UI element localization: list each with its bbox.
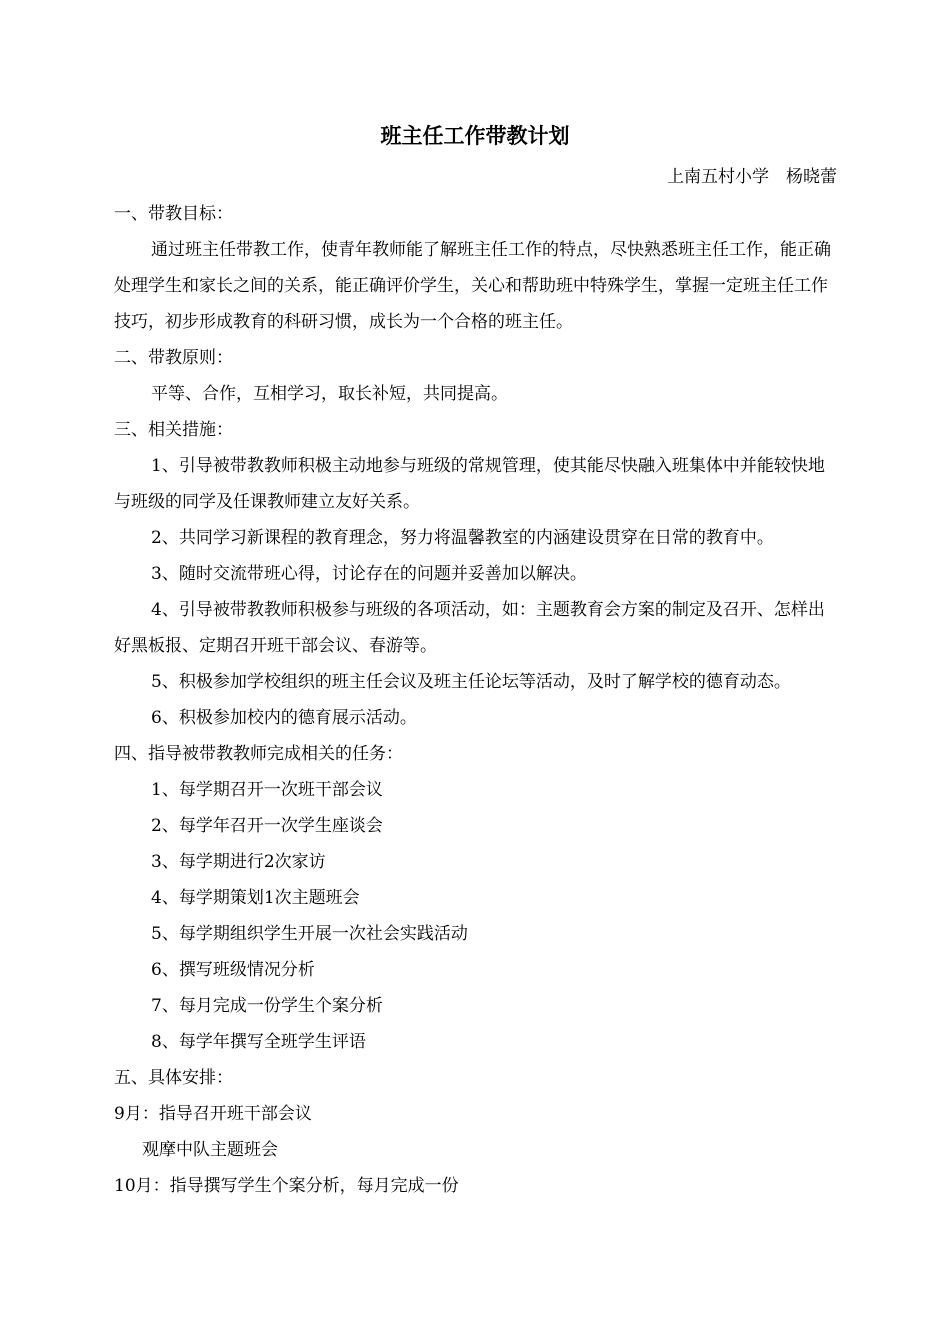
author-line: 上南五村小学 杨晓蕾 xyxy=(667,167,837,187)
principles-paragraph: 平等、合作，互相学习，取长补短，共同提高。 xyxy=(151,384,508,404)
task-item: 8、每学年撰写全班学生评语 xyxy=(151,1032,366,1052)
measure-item: 6、积极参加校内的德育展示活动。 xyxy=(151,708,417,728)
section-heading-tasks: 四、指导被带教教师完成相关的任务： xyxy=(114,744,403,764)
schedule-item: 10月：指导撰写学生个案分析，每月完成一份 xyxy=(114,1176,459,1196)
document-title: 班主任工作带教计划 xyxy=(380,124,570,148)
task-item: 6、撰写班级情况分析 xyxy=(151,960,315,980)
measure-item: 5、积极参加学校组织的班主任会议及班主任论坛等活动，及时了解学校的德育动态。 xyxy=(151,672,791,692)
measure-item: 4、引导被带教教师积极参与班级的各项活动，如：主题教育会方案的制定及召开、怎样出好黑板报、定期召开班干部会议、春游等。 xyxy=(114,600,825,656)
task-item: 2、每学年召开一次学生座谈会 xyxy=(151,816,383,836)
schedule-item: 9月：指导召开班干部会议 xyxy=(114,1104,312,1124)
task-item: 4、每学期策划1次主题班会 xyxy=(151,888,360,908)
schedule-subitem: 观摩中队主题班会 xyxy=(142,1140,278,1160)
section-heading-measures: 三、相关措施： xyxy=(114,420,233,440)
goals-paragraph: 通过班主任带教工作，使青年教师能了解班主任工作的特点，尽快熟悉班主任工作，能正确处理学生和家长之间的关系，能正确评价学生，关心和帮助班中特殊学生，掌握一定班主任工作技巧，初步形成教育的科研习惯，成长为一个合格的班主任。 xyxy=(114,240,831,332)
task-item: 3、每学期进行2次家访 xyxy=(151,852,326,872)
task-item: 1、每学期召开一次班干部会议 xyxy=(151,780,383,800)
measure-item: 2、共同学习新课程的教育理念，努力将温馨教室的内涵建设贯穿在日常的教育中。 xyxy=(151,528,774,548)
section-heading-goals: 一、带教目标： xyxy=(114,204,233,224)
document-body xyxy=(114,196,838,1204)
measure-item: 1、引导被带教教师积极主动地参与班级的常规管理，使其能尽快融入班集体中并能较快地与班级的同学及任课教师建立友好关系。 xyxy=(114,456,825,512)
section-heading-schedule: 五、具体安排： xyxy=(114,1068,233,1088)
measure-item: 3、随时交流带班心得，讨论存在的问题并妥善加以解决。 xyxy=(151,564,587,584)
task-item: 5、每学期组织学生开展一次社会实践活动 xyxy=(151,924,468,944)
task-item: 7、每月完成一份学生个案分析 xyxy=(151,996,383,1016)
section-heading-principles: 二、带教原则： xyxy=(114,348,233,368)
